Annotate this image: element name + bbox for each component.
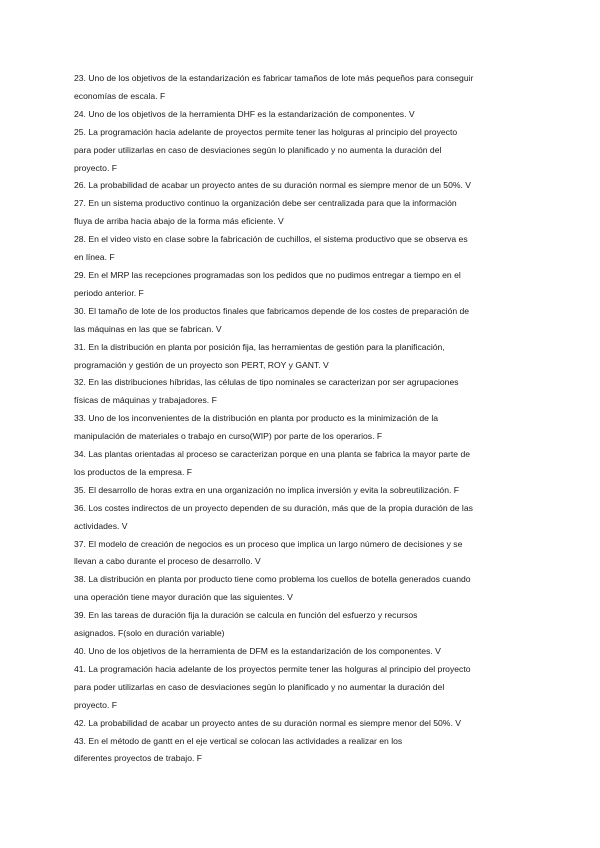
question-item-30: 30. El tamaño de lote de los productos finales que fabricamos depende de los costes de preparación de las máquinas en las que se fabrican. V xyxy=(74,305,470,334)
question-item-32: 32. En las distribuciones híbridas, las células de tipo nominales se caracterizan por ser agrupaciones físicas de máquinas y trabajadores. F xyxy=(74,377,459,406)
question-item-33: 33. Uno de los inconvenientes de la distribución en planta por producto es la minimización de la manipulación de materiales o trabajo en curso(WIP) por parte de los operarios. F xyxy=(74,413,439,442)
question-item-35: 35. El desarrollo de horas extra en una organización no implica inversión y evita la sobreutilización. F xyxy=(74,484,460,495)
question-item-25: 25. La programación hacia adelante de proyectos permite tener las holguras al principio del proyecto para poder utilizarlas en caso de desviaciones según lo planificado y no aumenta la duración del proyecto. F xyxy=(74,126,458,173)
question-item-23: 23. Uno de los objetivos de la estandarización es fabricar tamaños de lote más pequeños para conseguir economías de escala. F xyxy=(74,73,474,101)
question-item-29: 29. En el MRP las recepciones programadas son los pedidos que no pudimos entregar a tiempo en el periodo anterior. F xyxy=(74,269,461,298)
question-item-40: 40. Uno de los objetivos de la herramienta de DFM es la estandarización de los componentes. V xyxy=(74,646,441,656)
question-item-34: 34. Las plantas orientadas al proceso se caracterizan porque en una planta se fabrica la mayor parte de los productos de la empresa. F xyxy=(74,449,471,477)
question-item-27: 27. En un sistema productivo continuo la organización debe ser centralizada para que la información fluya de arriba hacia abajo de la forma más eficiente. V xyxy=(74,198,457,227)
question-item-26: 26. La probabilidad de acabar un proyecto antes de su duración normal es siempre menor de un 50%. V xyxy=(74,180,471,191)
question-item-24: 24. Uno de los objetivos de la herramienta DHF es la estandarización de componentes. V xyxy=(74,108,415,119)
question-item-31: 31. En la distribución en planta por posición fija, las herramientas de gestión para la planificación, programación y gestión de un proyecto son PERT, ROY y GANT. V xyxy=(74,341,445,370)
question-item-42: 42. La probabilidad de acabar un proyecto antes de su duración normal es siempre menor del 50%. V xyxy=(74,717,461,728)
question-item-38: 38. La distribución en planta por producto tiene como problema los cuellos de botella generados cuando una operación tiene mayor duración que las siguientes. V xyxy=(74,574,471,603)
question-item-28: 28. En el video visto en clase sobre la fabricación de cuchillos, el sistema productivo que se observa es en línea. F xyxy=(74,234,468,263)
question-list xyxy=(74,70,544,768)
question-item-43: 43. En el método de gantt en el eje vertical se colocan las actividades a realizar en los diferentes proyectos de trabajo. F xyxy=(74,735,403,764)
question-item-36: 36. Los costes indirectos de un proyecto dependen de su duración, más que de la propia duración de las actividades. V xyxy=(74,502,473,531)
question-item-41: 41. La programación hacia adelante de los proyectos permite tener las holguras al principio del proyecto para poder utilizarlas en caso de desviaciones según lo planificado y no aumentar la duración del proyecto. F xyxy=(74,663,471,710)
question-item-37: 37. El modelo de creación de negocios es un proceso que implica un largo número de decisiones y se llevan a cabo durante el proceso de desarrollo. V xyxy=(74,538,463,567)
question-item-39: 39. En las tareas de duración fija la duración se calcula en función del esfuerzo y recursos asignados. F(solo en duración variable) xyxy=(74,610,418,639)
